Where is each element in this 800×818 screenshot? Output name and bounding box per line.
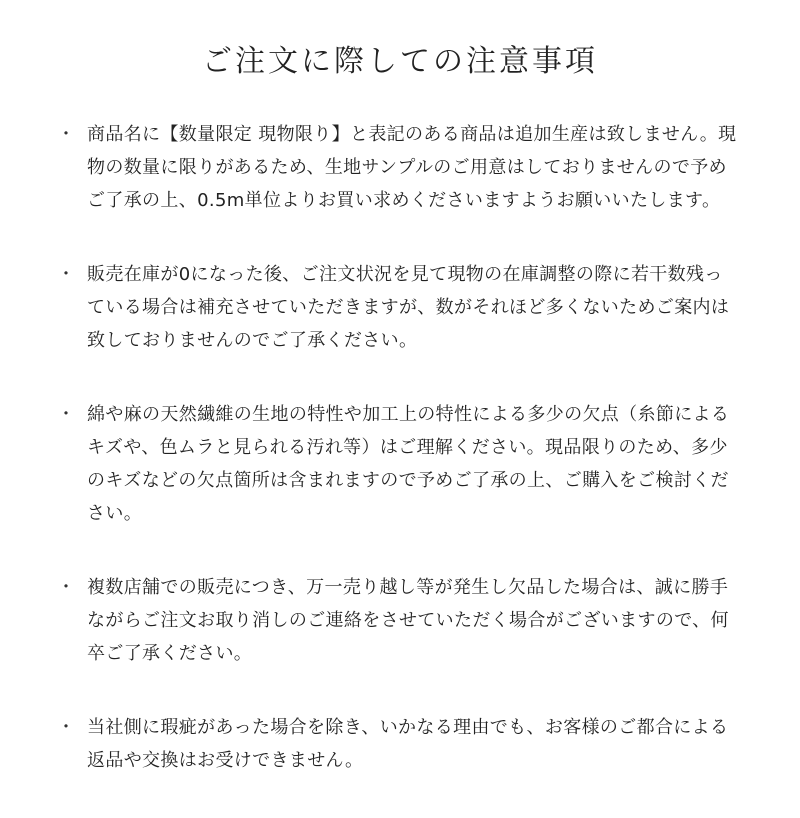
notice-item: [0, 398, 800, 530]
notice-text: 綿や麻の天然繊維の生地の特性や加工上の特性による多少の欠点（糸節によるキズや、色ムラと見られる汚れ等）はご理解ください。現品限りのため、多少のキズなどの欠点箇所は含まれますので予めご了承の上、ご購入をご検討ください。: [87, 404, 730, 524]
bullet-icon: ・: [57, 404, 75, 425]
bullet-icon: ・: [57, 577, 75, 598]
page-title: ご注文に際しての注意事項: [202, 44, 598, 79]
bullet-icon: ・: [57, 717, 75, 738]
notice-list: [0, 118, 800, 818]
notice-item: [0, 571, 800, 670]
bullet-icon: ・: [57, 124, 75, 145]
notice-item: [0, 711, 800, 777]
notice-text: 複数店舗での販売につき、万一売り越し等が発生し欠品した場合は、誠に勝手ながらご注文お取り消しのご連絡をさせていただく場合がございますので、何卒ご了承ください。: [87, 577, 729, 664]
notice-item: [0, 258, 800, 357]
notice-text: 当社側に瑕疵があった場合を除き、いかなる理由でも、お客様のご都合による返品や交換はお受けできません。: [87, 717, 729, 771]
notice-text: 販売在庫が0になった後、ご注文状況を見て現物の在庫調整の際に若干数残っている場合は補充させていただきますが、数がそれほど多くないためご案内は致しておりませんのでご了承ください。: [87, 264, 730, 351]
notice-item: [0, 118, 800, 217]
notice-text: 商品名に【数量限定 現物限り】と表記のある商品は追加生産は致しません。現物の数量に限りがあるため、生地サンプルのご用意はしておりませんので予めご了承の上、0.5m単位よりお買い求めくださいますようお願いいたします。: [87, 124, 737, 211]
bullet-icon: ・: [57, 264, 75, 285]
